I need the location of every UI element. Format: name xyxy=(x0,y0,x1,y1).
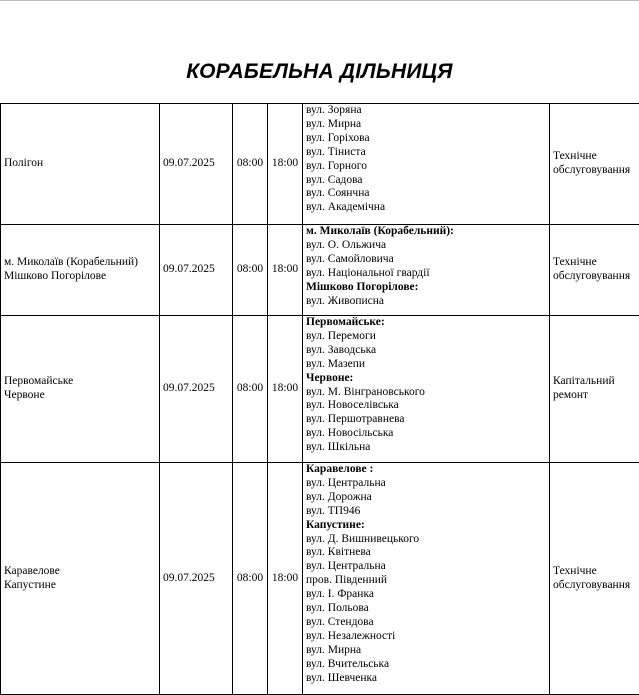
streets-cell xyxy=(303,225,550,316)
outage-schedule-table xyxy=(0,103,639,695)
area-name: м. Миколаїв (Корабельний) xyxy=(4,256,156,270)
top-divider xyxy=(0,0,639,1)
settlement-heading: Червоне: xyxy=(306,372,546,386)
settlement-heading: м. Миколаїв (Корабельний): xyxy=(306,225,546,239)
street-item: вул. Першотравнева xyxy=(306,413,546,427)
street-item: вул. Горіхова xyxy=(306,132,546,146)
area-name: Червоне xyxy=(4,389,156,403)
street-item: вул. Мазепи xyxy=(306,358,546,372)
end-time-cell: 18:00 xyxy=(268,225,303,316)
start-time-cell: 08:00 xyxy=(233,463,268,695)
table-row xyxy=(1,104,639,225)
date-cell: 09.07.2025 xyxy=(160,225,233,316)
table-row xyxy=(1,463,639,695)
reason-text: Технічне xyxy=(553,565,637,579)
street-item: вул. Перемоги xyxy=(306,330,546,344)
street-item: вул. Д. Вишнивецького xyxy=(306,533,546,547)
end-time-cell: 18:00 xyxy=(268,463,303,695)
area-name: Полігон xyxy=(4,157,156,171)
street-item: вул. Стендова xyxy=(306,616,546,630)
reason-text: Технічне xyxy=(553,256,637,270)
start-time-cell: 08:00 xyxy=(233,104,268,225)
table-row xyxy=(1,316,639,463)
reason-cell xyxy=(550,463,639,695)
street-item: вул. Соянчна xyxy=(306,187,546,201)
street-item: вул. Академічна xyxy=(306,201,546,215)
start-time-cell: 08:00 xyxy=(233,225,268,316)
date-cell: 09.07.2025 xyxy=(160,463,233,695)
street-item: вул. Дорожна xyxy=(306,491,546,505)
settlement-heading: Капустине: xyxy=(306,519,546,533)
reason-text: обслуговування xyxy=(553,164,637,178)
area-cell xyxy=(1,316,160,463)
street-item: вул. Новоселівська xyxy=(306,399,546,413)
area-name: Мішково Погорілове xyxy=(4,270,156,284)
reason-cell xyxy=(550,316,639,463)
street-item: вул. Центральна xyxy=(306,477,546,491)
area-name: Капустине xyxy=(4,579,156,593)
area-name: Первомайське xyxy=(4,375,156,389)
reason-text: ремонт xyxy=(553,389,637,403)
end-time-cell: 18:00 xyxy=(268,104,303,225)
street-item: вул. Квітнева xyxy=(306,546,546,560)
street-item: вул. Центральна xyxy=(306,560,546,574)
streets-cell xyxy=(303,463,550,695)
street-item: вул. Самойловича xyxy=(306,253,546,267)
street-item: вул. Горного xyxy=(306,160,546,174)
street-item: вул. М. Вінграновського xyxy=(306,386,546,400)
street-item: вул. Шкільна xyxy=(306,441,546,455)
settlement-heading: Каравелове : xyxy=(306,463,546,477)
table-row xyxy=(1,225,639,316)
street-item: вул. Заводська xyxy=(306,344,546,358)
street-item: вул. Новосільська xyxy=(306,427,546,441)
reason-cell xyxy=(550,104,639,225)
street-item: вул. Мирна xyxy=(306,118,546,132)
street-item: вул. Живописна xyxy=(306,295,546,309)
settlement-heading: Мішково Погорілове: xyxy=(306,281,546,295)
street-item: вул. Національної гвардії xyxy=(306,267,546,281)
area-name: Каравелове xyxy=(4,565,156,579)
street-item: вул. Вчительська xyxy=(306,658,546,672)
reason-text: Технічне xyxy=(553,150,637,164)
area-cell xyxy=(1,104,160,225)
date-cell: 09.07.2025 xyxy=(160,104,233,225)
street-item: вул. Зоряна xyxy=(306,104,546,118)
streets-cell xyxy=(303,104,550,225)
area-cell xyxy=(1,225,160,316)
street-item: вул. ТП946 xyxy=(306,505,546,519)
reason-text: обслуговування xyxy=(553,579,637,593)
date-cell: 09.07.2025 xyxy=(160,316,233,463)
street-item: вул. Незалежності xyxy=(306,630,546,644)
street-item: вул. Садова xyxy=(306,174,546,188)
streets-cell xyxy=(303,316,550,463)
street-item: вул. Польова xyxy=(306,602,546,616)
street-item: пров. Південний xyxy=(306,574,546,588)
street-item: вул. О. Ольжича xyxy=(306,239,546,253)
settlement-heading: Первомайське: xyxy=(306,316,546,330)
outage-rows xyxy=(1,104,639,695)
area-cell xyxy=(1,463,160,695)
street-item: вул. І. Франка xyxy=(306,588,546,602)
reason-text: Капітальний xyxy=(553,375,637,389)
page-title: КОРАБЕЛЬНА ДІЛЬНИЦЯ xyxy=(0,60,639,84)
reason-text: обслуговування xyxy=(553,270,637,284)
reason-cell xyxy=(550,225,639,316)
end-time-cell: 18:00 xyxy=(268,316,303,463)
street-item: вул. Мирна xyxy=(306,644,546,658)
start-time-cell: 08:00 xyxy=(233,316,268,463)
street-item: вул. Шевченка xyxy=(306,672,546,686)
street-item: вул. Тіниста xyxy=(306,146,546,160)
